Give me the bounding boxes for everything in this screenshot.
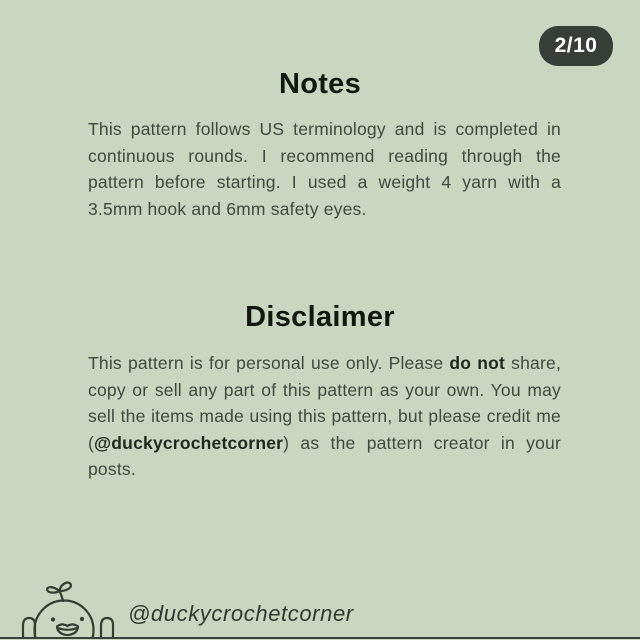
- page-indicator-label: 2/10: [554, 34, 598, 57]
- duck-with-sprout-icon: [0, 578, 130, 639]
- creator-handle: @duckycrochetcorner: [128, 601, 354, 626]
- bold-text: do not: [449, 353, 506, 373]
- disclaimer-title: Disclaimer: [245, 301, 395, 333]
- bold-text: @duckycrochetcorner: [94, 432, 284, 453]
- bottom-border-line: [0, 637, 640, 640]
- page-indicator-badge: [539, 26, 613, 66]
- notes-title: Notes: [278, 68, 362, 100]
- disclaimer-paragraph: This pattern is for personal use only. Please do not share, copy or sell any part of this pattern as your own. You may sell the items made using this pattern, but please credit me (@duckycrochetcorner) as the pattern creator in your posts.: [88, 353, 561, 480]
- notes-paragraph: This pattern follows US terminology and is completed in continuous rounds. I recommend reading through the pattern before starting. I used a weight 4 yarn with a 3.5mm hook and 6mm safety eyes.: [88, 119, 561, 219]
